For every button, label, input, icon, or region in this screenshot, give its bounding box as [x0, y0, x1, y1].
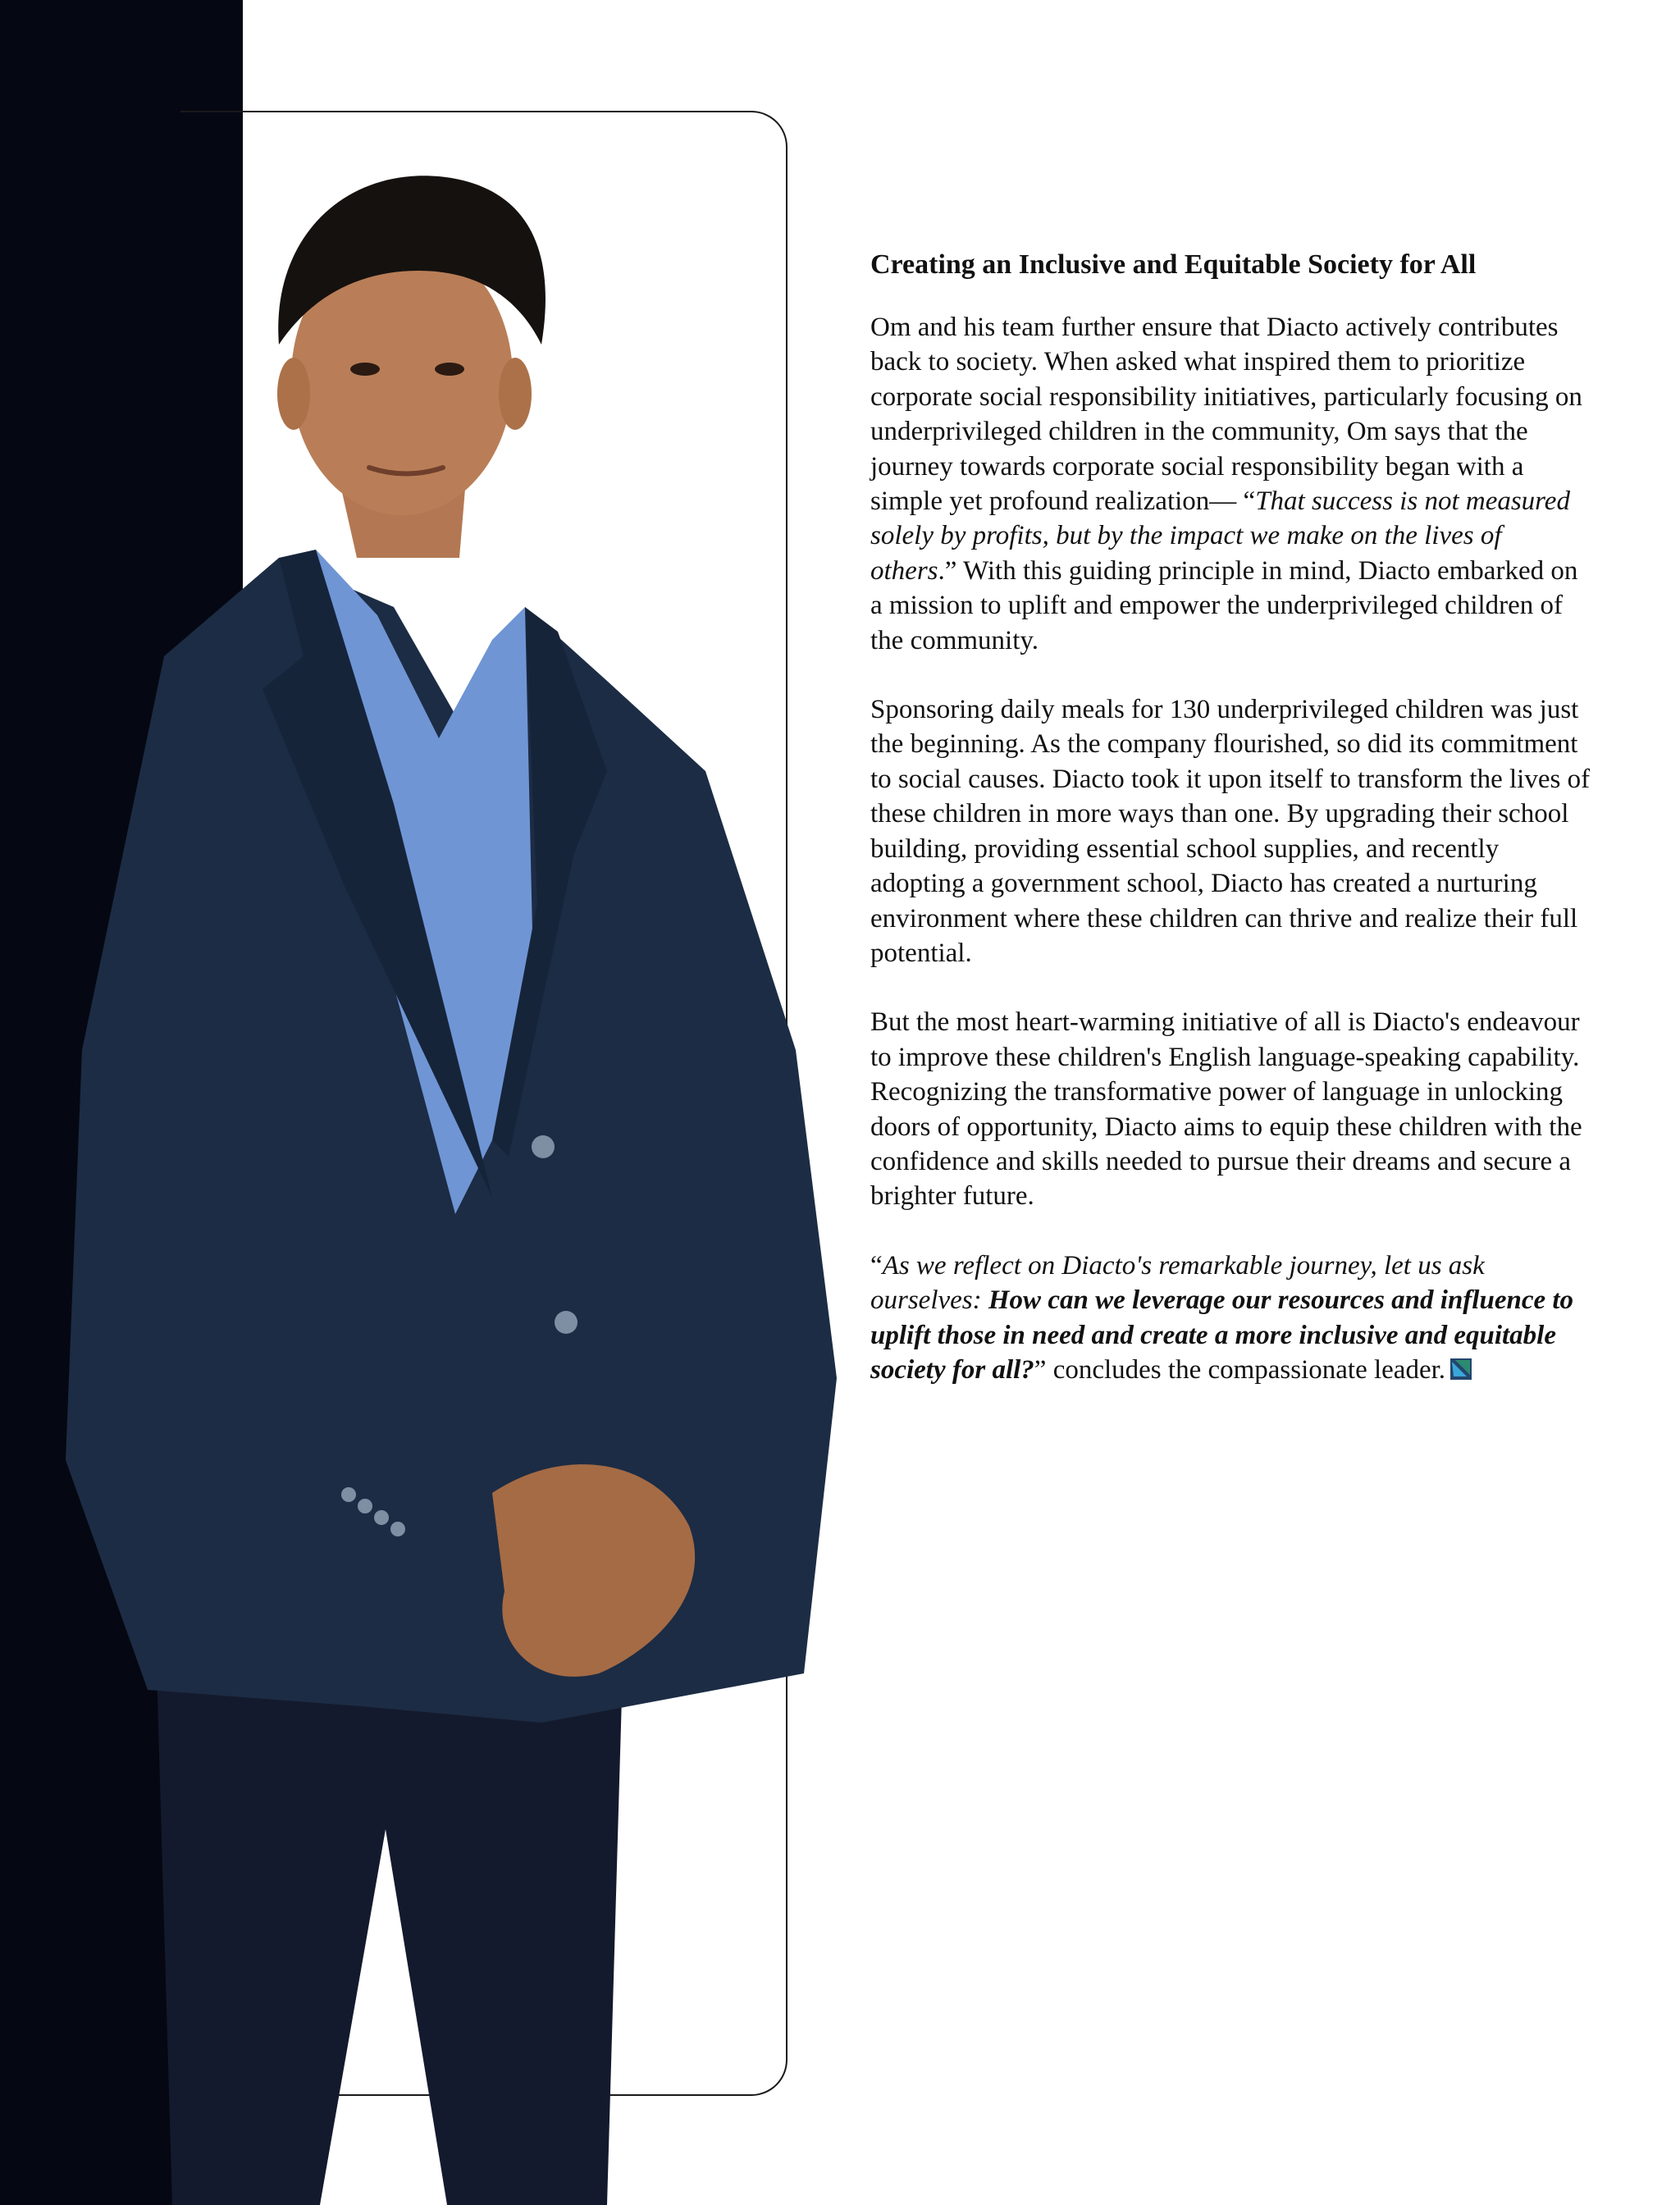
paragraph-csr-inspiration [870, 310, 1592, 658]
paragraph-english-initiative: But the most heart-warming initiative of all is Diacto's endeavour to improve these children's English language-speaking capability. Recognizing the transformative power of language in unlocking doors of opportunity, Diacto aims to equip these children with the confidence and skills needed to pursue their dreams and secure a brighter future. [870, 1007, 1582, 1212]
paragraph-closing-quote [870, 1249, 1592, 1390]
open-quote: “ [870, 1250, 883, 1281]
diacto-end-mark-icon [1450, 1354, 1472, 1389]
portrait-photo [33, 148, 870, 2205]
article-column [870, 248, 1592, 1423]
closing-question-lead: As we reflect on Diacto's remarkable journey, let us ask ourselves: [870, 1250, 1485, 1316]
closing-question-text: How can we leverage our resources and influence to uplift those in need and create a more inclusive and equitable society for all? [870, 1285, 1574, 1385]
guiding-principle-quote: That success is not measured solely by profits, but by the impact we make on the lives of others [870, 486, 1570, 586]
paragraph-meals-and-school: Sponsoring daily meals for 130 underprivileged children was just the beginning. As the company flourished, so did its commitment to social causes. Diacto took it upon itself to transform the lives of these children in more ways than one. By upgrading their school building, providing essential school supplies, and recently adopting a government school, Diacto has created a nurturing environment where these children can thrive and realize their full potential. [870, 695, 1591, 968]
article-heading: Creating an Inclusive and Equitable Society for All [870, 249, 1477, 280]
paragraph-text: .” With this guiding principle in mind, Diacto embarked on a mission to uplift and empower the underprivileged children of the community. [870, 555, 1578, 655]
paragraph-text: Om and his team further ensure that Diacto actively contributes back to society. When asked what inspired them to prioritize corporate social responsibility initiatives, particularly focusing on underprivileged children in the community, Om says that the journey towards corporate social responsibility began with a simple yet profound realization— “ [870, 313, 1582, 517]
attribution: ” concludes the compassionate leader. [1034, 1354, 1446, 1385]
